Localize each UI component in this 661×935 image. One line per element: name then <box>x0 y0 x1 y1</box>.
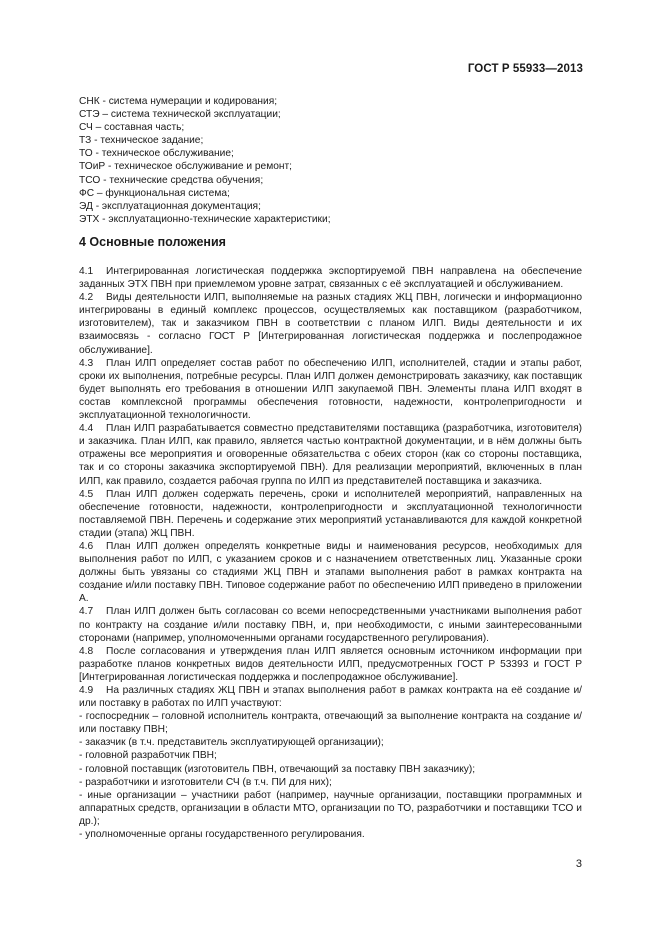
paragraph-text: План ИЛП должен быть согласован со всеми непосредственными участниками выполнения работ по контракту на создание и/или поставку ПВН, и, при необходимости, с иными заинтересованными сторонами (например, уполномоченными органами государственного регулирования). <box>79 606 582 644</box>
paragraph-number: 4.2 <box>79 292 94 304</box>
paragraph-number: 4.7 <box>79 606 94 618</box>
paragraph <box>79 488 582 540</box>
participant-item: - иные организации – участники работ (например, научные организации, поставщики программных и аппаратных средств, организации в области МТО, организации по ТО, разработчики и поставщики ТСО и др.); <box>79 789 582 827</box>
abbreviation-item: ТОиР - техническое обслуживание и ремонт; <box>79 161 292 173</box>
paragraph-text: Виды деятельности ИЛП, выполняемые на разных стадиях ЖЦ ПВН, логически и информационно интегрированы в единый комплекс процессов, осуществляемых как поставщиком (разработчиком, изготовителем), так и заказчиком ПВН в соответствии с планом ИЛП. Виды деятельности и их взаимосвязь - согласно ГОСТ Р [Интегрированная логистическая поддержка и послепродажное обслуживание]. <box>79 292 582 356</box>
section-body <box>79 265 582 841</box>
participant-item: - разработчики и изготовители СЧ (в т.ч. ПИ для них); <box>79 776 332 788</box>
paragraph <box>79 357 582 422</box>
paragraph-text: На различных стадиях ЖЦ ПВН и этапах выполнения работ в рамках контракта на её создание и/или поставку в работах по ИЛП участвуют: <box>79 685 582 710</box>
abbreviation-list <box>79 95 589 226</box>
page-number: 3 <box>575 858 582 870</box>
abbreviation-item: СЧ – составная часть; <box>79 122 185 134</box>
participant-item: - госпосредник – головной исполнитель контракта, отвечающий за выполнение контракта на создание и/или поставку ПВН; <box>79 711 582 736</box>
abbreviation-item: ФС – функциональная система; <box>79 187 230 199</box>
document-code: ГОСТ Р 55933—2013 <box>467 63 583 75</box>
abbreviation-item: ТЗ - техническое задание; <box>79 135 204 147</box>
abbreviation-item: ЭД - эксплуатационная документация; <box>79 200 261 212</box>
paragraph-number: 4.4 <box>79 423 94 435</box>
paragraph-number: 4.8 <box>79 645 94 657</box>
paragraph-text: План ИЛП определяет состав работ по обеспечению ИЛП, исполнителей, стадии и этапы работ, сроки их выполнения, потребные ресурсы. План ИЛП должен демонстрировать заказчику, как поставщик будет выполнять его требования в отношении ИЛП закупаемой ПВН. Элементы плана ИЛП входят в состав комплексной программы обеспечения готовности, надежности, контролепригодности и эксплуатационной технологичности. <box>79 357 582 422</box>
paragraph-number: 4.3 <box>79 357 94 369</box>
paragraph-number: 4.6 <box>79 540 94 552</box>
abbreviation-item: СНК - система нумерации и кодирования; <box>79 96 278 107</box>
participant-item: - головной поставщик (изготовитель ПВН, отвечающий за поставку ПВН заказчику); <box>79 763 476 775</box>
paragraph <box>79 422 582 487</box>
participant-item: - заказчик (в т.ч. представитель эксплуатирующей организации); <box>79 737 384 749</box>
paragraph <box>79 645 582 684</box>
paragraph-text: План ИЛП разрабатывается совместно представителями поставщика (разработчика, изготовителя) и заказчика. План ИЛП, как правило, является частью контрактной документации, и в нём должны быть отражены все мероприятия и оговоренные обязательства с обеих сторон (как со стороны поставщика, так и со стороны заказчика экспортируемой ПВН). Для реализации мероприятий, включенных в план ИЛП, как правило, создается рабочая группа по ИЛП из представителей поставщика и заказчика. <box>79 423 582 487</box>
participant-item: - уполномоченные органы государственного регулирования. <box>79 829 365 841</box>
paragraph-number: 4.1 <box>79 266 94 277</box>
paragraph <box>79 684 582 710</box>
abbreviation-item: ТСО - технические средства обучения; <box>79 174 264 186</box>
section-heading: 4 Основные положения <box>79 235 226 249</box>
paragraph <box>79 265 582 291</box>
abbreviation-item: СТЭ – система технической эксплуатации; <box>79 109 281 121</box>
paragraph-number: 4.9 <box>79 685 94 696</box>
paragraph <box>79 291 582 356</box>
paragraph-text: Интегрированная логистическая поддержка экспортируемой ПВН направлена на обеспечение заданных ЭТХ ПВН при приемлемом уровне затрат, связанных с её эксплуатацией и обслуживанием. <box>79 266 582 291</box>
participant-item: - головной разработчик ПВН; <box>79 750 217 762</box>
paragraph-number: 4.5 <box>79 488 94 500</box>
paragraph-text: План ИЛП должен определять конкретные виды и наименования ресурсов, необходимых для выполнения работ по ИЛП, с указанием сроков и с назначением ответственных лиц. Указанные сроки должны быть увязаны со стадиями ЖЦ ПВН и этапами выполнения работ в рамках контракта на создание и/или поставку ПВН. Типовое содержание работ по обеспечению ИЛП приведено в приложении А. <box>79 540 582 605</box>
abbreviation-item: ТО - техническое обслуживание; <box>79 148 234 160</box>
paragraph-text: После согласования и утверждения план ИЛП является основным источником информации при разработке планов конкретных видов деятельности ИЛП, предусмотренных ГОСТ Р 53393 и ГОСТ Р [Интегрированная логистическая поддержка и послепродажное обслуживание]. <box>79 645 582 683</box>
paragraph <box>79 540 582 605</box>
paragraph <box>79 605 582 644</box>
abbreviation-item: ЭТХ - эксплуатационно-технические характеристики; <box>79 213 331 225</box>
paragraph-text: План ИЛП должен содержать перечень, сроки и исполнителей мероприятий, направленных на обеспечение готовности, надежности, контролепригодности и эксплуатационной технологичности поставляемой ПВН. Перечень и содержание этих мероприятий устанавливаются для каждой конкретной стадии (этапа) ЖЦ ПВН. <box>79 488 582 539</box>
